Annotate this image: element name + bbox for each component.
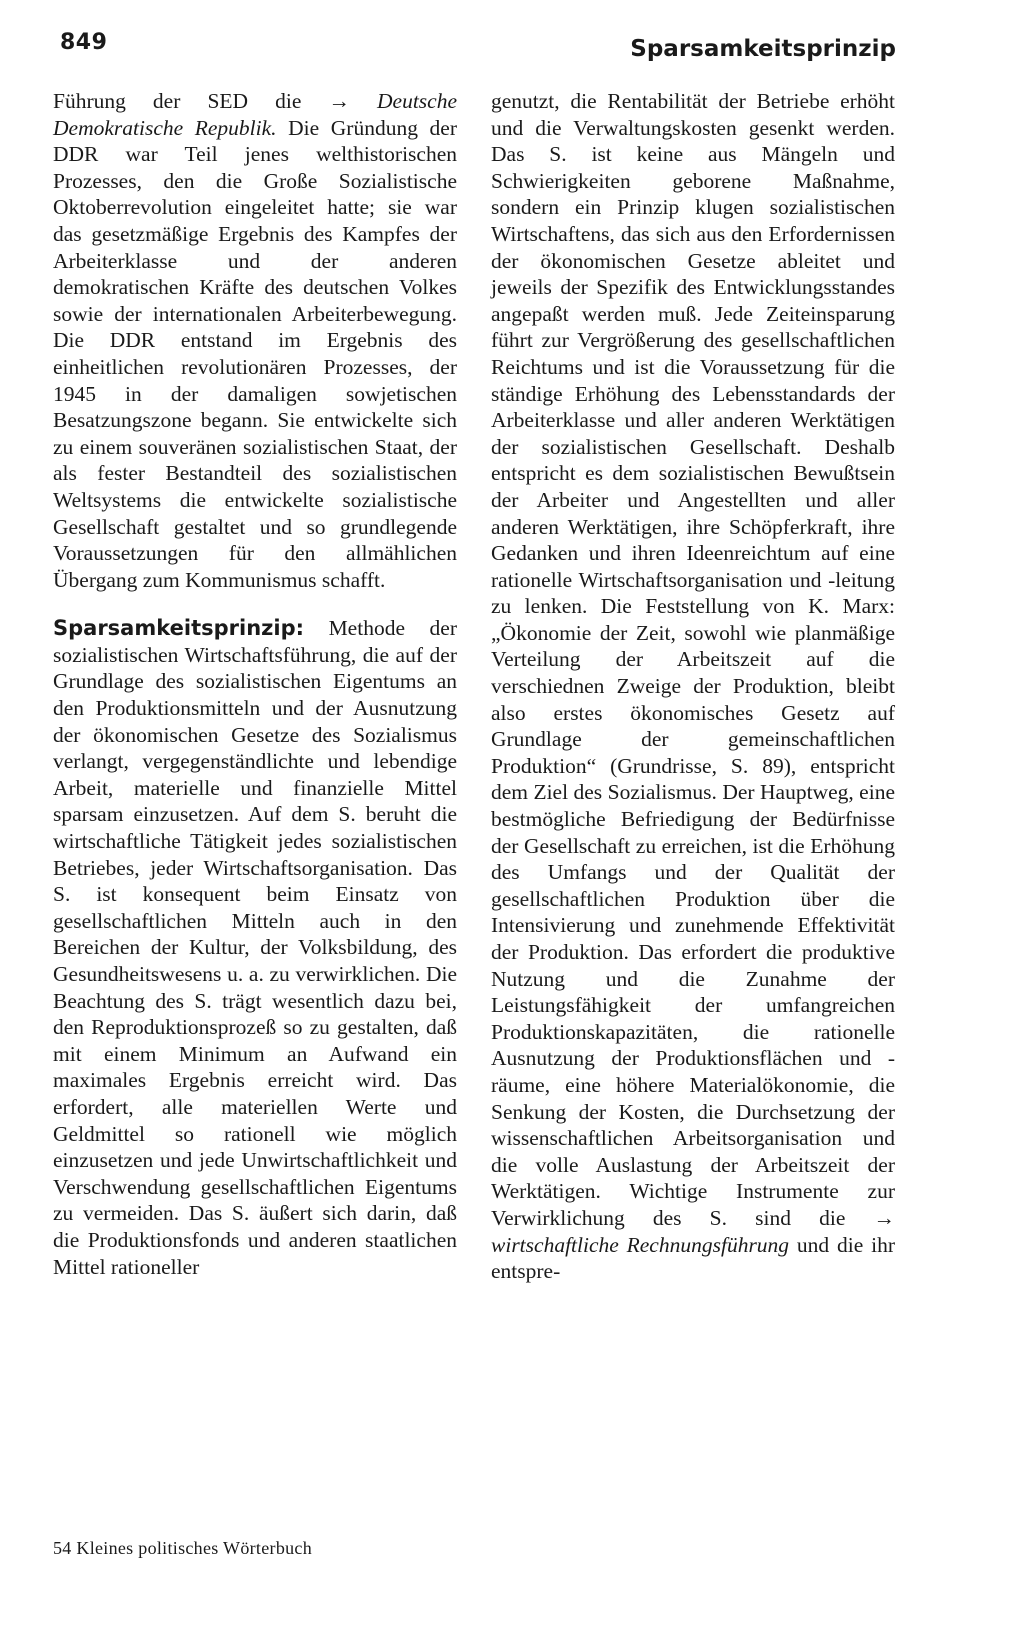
dictionary-entry <box>53 615 457 1280</box>
left-column <box>53 88 457 1280</box>
paragraph-text: Führung der SED die <box>53 89 329 113</box>
entry-continuation <box>491 88 895 1285</box>
cross-reference-arrow-icon: → <box>328 89 350 113</box>
entry-definition: Methode der sozialistischen Wirtschaftsführung, die auf der Grundlage des sozialistischen Eigentums an den Produktionsmitteln und der Ausnutzung der ökonomischen Gesetze des Sozialismus verlangt, vergegenständlichte und lebendige Arbeit, materielle und finanzielle Mittel sparsam einzusetzen. Auf dem S. beruht die wirtschaftliche Tätigkeit jedes sozialistischen Betriebes, jeder Wirtschaftsorganisation. Das S. ist konsequent beim Einsatz von gesellschaftlichen Mitteln auch in den Bereichen der Kultur, der Volksbildung, des Gesundheitswesens u. a. zu verwirklichen. Die Beachtung des S. trägt wesentlich dazu bei, den Reproduktionsprozeß so zu gestalten, daß mit einem Minimum an Aufwand ein maximales Ergebnis erreicht wird. Das erfordert, alle materiellen Werte und Geldmittel so rationell wie möglich einzusetzen und jede Unwirtschaftlichkeit und Verschwendung gesellschaftlichen Eigentums zu vermeiden. Das S. äußert sich darin, daß die Produktionsfonds und anderen staatlichen Mittel rationeller <box>53 616 457 1279</box>
cross-reference-arrow-icon: → <box>873 1205 895 1230</box>
running-title: Sparsamkeitsprinzip <box>630 36 896 62</box>
cross-reference-link[interactable]: Deutsche Demokratische Republik. <box>53 89 458 140</box>
entry-term: Sparsamkeitsprinzip: <box>53 616 305 641</box>
paragraph-text: genutzt, die Rentabilität der Betriebe erhöht und die Verwaltungskosten gesenkt werden. Das S. ist keine aus Mängeln und Schwierigkeiten geborene Maßnahme, sondern ein Prinzip klugen sozialistischen Wirtschaftens, das sich aus den Erfordernissen der ökonomischen Gesetze ableitet und jeweils der Spezifik des Entwicklungsstandes angepaßt werden muß. Jede Zeiteinsparung führt zur Vergrößerung des gesellschaftlichen Reichtums und ist die Voraussetzung für die ständige Erhöhung des Lebensstandards der Arbeiterklasse und aller anderen Werktätigen der sozialistischen Gesellschaft. Deshalb entspricht es dem sozialistischen Bewußtsein der Arbeiter und Angestellten und aller anderen Werktätigen, ihre Schöpferkraft, ihre Gedanken und ihren Ideenreichtum auf eine rationelle Wirtschaftsorganisation und -leitung zu lenken. Die Feststellung von K. Marx: „Ökonomie der Zeit, sowohl wie planmäßige Verteilung der Arbeitszeit auf die verschiednen Zweige der Produktion, bleibt also erstes ökonomisches Gesetz auf Grundlage der gemeinschaftlichen Produktion“ (Grundrisse, S. 89), entspricht dem Ziel des Sozialismus. Der Hauptweg, eine bestmögliche Befriedigung der Bedürfnisse der Gesellschaft zu erreichen, ist die Erhöhung des Umfangs und der Qualität der gesellschaftlichen Produktion über die Intensivierung und zunehmende Effektivität der Produktion. Das erfordert die produktive Nutzung und die Zunahme der Leistungsfähigkeit der umfangreichen Produktionskapazitäten, die rationelle Ausnutzung der Produktionsflächen und -räume, eine höhere Materialökonomie, die Senkung der Kosten, die Durchsetzung der wissenschaftlichen Arbeitsorganisation und die volle Auslastung der Arbeitszeit der Werktätigen. Wichtige Instrumente zur Verwirklichung des S. sind die <box>491 89 895 1230</box>
page-footer: 54 Kleines politisches Wörterbuch <box>53 1538 313 1558</box>
paragraph-text: und die ihr entspre- <box>491 1232 895 1284</box>
continuation-paragraph <box>53 88 457 593</box>
paragraph-text: Die Gründung der DDR war Teil jenes welthistorischen Prozesses, den die Große Sozialistische Oktoberrevolution eingeleitet hatte; sie war das gesetzmäßige Ergebnis des Kampfes der Arbeiterklasse und der anderen demokratischen Kräfte des deutschen Volkes sowie der internationalen Arbeiterbewegung. Die DDR entstand im Ergebnis des einheitlichen revolutionären Prozesses, der 1945 in der damaligen sowjetischen Besatzungszone begann. Sie entwickelte sich zu einem souveränen sozialistischen Staat, der als fester Bestandteil des sozialistischen Weltsystems die entwickelte sozialistische Gesellschaft gestaltet und so grundlegende Voraussetzungen für den allmählichen Übergang zum Kommunismus schafft. <box>53 115 457 592</box>
page-number: 849 <box>60 30 108 55</box>
cross-reference-link[interactable]: wirtschaftliche Rechnungsführung <box>491 1232 790 1257</box>
right-column <box>491 88 895 1285</box>
